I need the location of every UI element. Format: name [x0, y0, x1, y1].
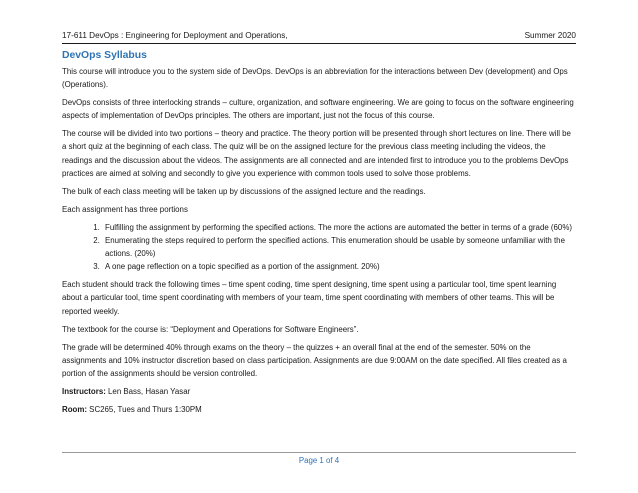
- paragraph-time-tracking: Each student should track the following times – time spent coding, time spent designing, time spent using a particular tool, time spent learning about a particular tool, time spent coordinating with members of your team, time spent coordinating with members of other teams. This will be reported weekly.: [62, 280, 557, 316]
- page-header: [62, 31, 576, 40]
- document-body: [62, 49, 576, 421]
- room-line: [62, 403, 576, 416]
- paragraph-grading: The grade will be determined 40% through exams on the theory – the quizzes + an overall final at the end of the semester. 50% on the assignments and 10% instructor discretion based on class participation. Assignments are due 9:00AM on the date specified. All files created as a portion of the assignments should be version controlled.: [62, 342, 567, 378]
- header-course: 17-611 DevOps : Engineering for Deployment and Operations,: [62, 31, 288, 40]
- paragraph-assignment-intro: Each assignment has three portions: [62, 204, 188, 214]
- room-value: SC265, Tues and Thurs 1:30PM: [86, 405, 202, 415]
- paragraph-strands: DevOps consists of three interlocking strands – culture, organization, and software engineering. We are going to focus on the software engineering aspects of implementation of DevOps principles. The others are important, just not the focus of this course.: [62, 98, 574, 121]
- room-label: Room:: [62, 405, 87, 415]
- document-title: DevOps Syllabus: [62, 50, 147, 61]
- assignment-portions-list: [62, 221, 576, 273]
- instructors-label: Instructors:: [62, 386, 106, 396]
- paragraph-class-meeting: The bulk of each class meeting will be taken up by discussions of the assigned lecture and the readings.: [62, 186, 426, 196]
- page-number: Page 1 of 4: [298, 456, 340, 465]
- paragraph-textbook: The textbook for the course is: “Deployment and Operations for Software Engineers”.: [62, 324, 359, 334]
- list-item: 2. Enumerating the steps required to perform the specified actions. This enumeration should be usable by someone unfamiliar with the actions. (20%): [102, 234, 576, 260]
- paragraph-intro: This course will introduce you to the system side of DevOps. DevOps is an abbreviation for the interactions between Dev (development) and Ops (Operations).: [62, 67, 568, 90]
- paragraph-portions: The course will be divided into two portions – theory and practice. The theory portion will be presented through short lectures on line. There will be a short quiz at the beginning of each class. The quiz will be on the assigned lecture for the previous class meeting including the videos, the readings and the discussion about the videos. The assignments are all connected and are intended first to introduce you to the problems DevOps practices are aimed at solving and secondly to give you experience with common tools used to solve those problems.: [62, 129, 571, 178]
- instructors-line: [62, 385, 576, 398]
- header-divider: [62, 43, 576, 44]
- list-item: 1. Fulfilling the assignment by performing the specified actions. The more the actions are automated the better in terms of a grade (60%): [102, 221, 576, 234]
- footer-divider: [62, 452, 576, 453]
- list-item: 3. A one page reflection on a topic specified as a portion of the assignment. 20%): [102, 260, 576, 273]
- header-term: Summer 2020: [524, 31, 576, 40]
- instructors-value: Len Bass, Hasan Yasar: [105, 386, 191, 396]
